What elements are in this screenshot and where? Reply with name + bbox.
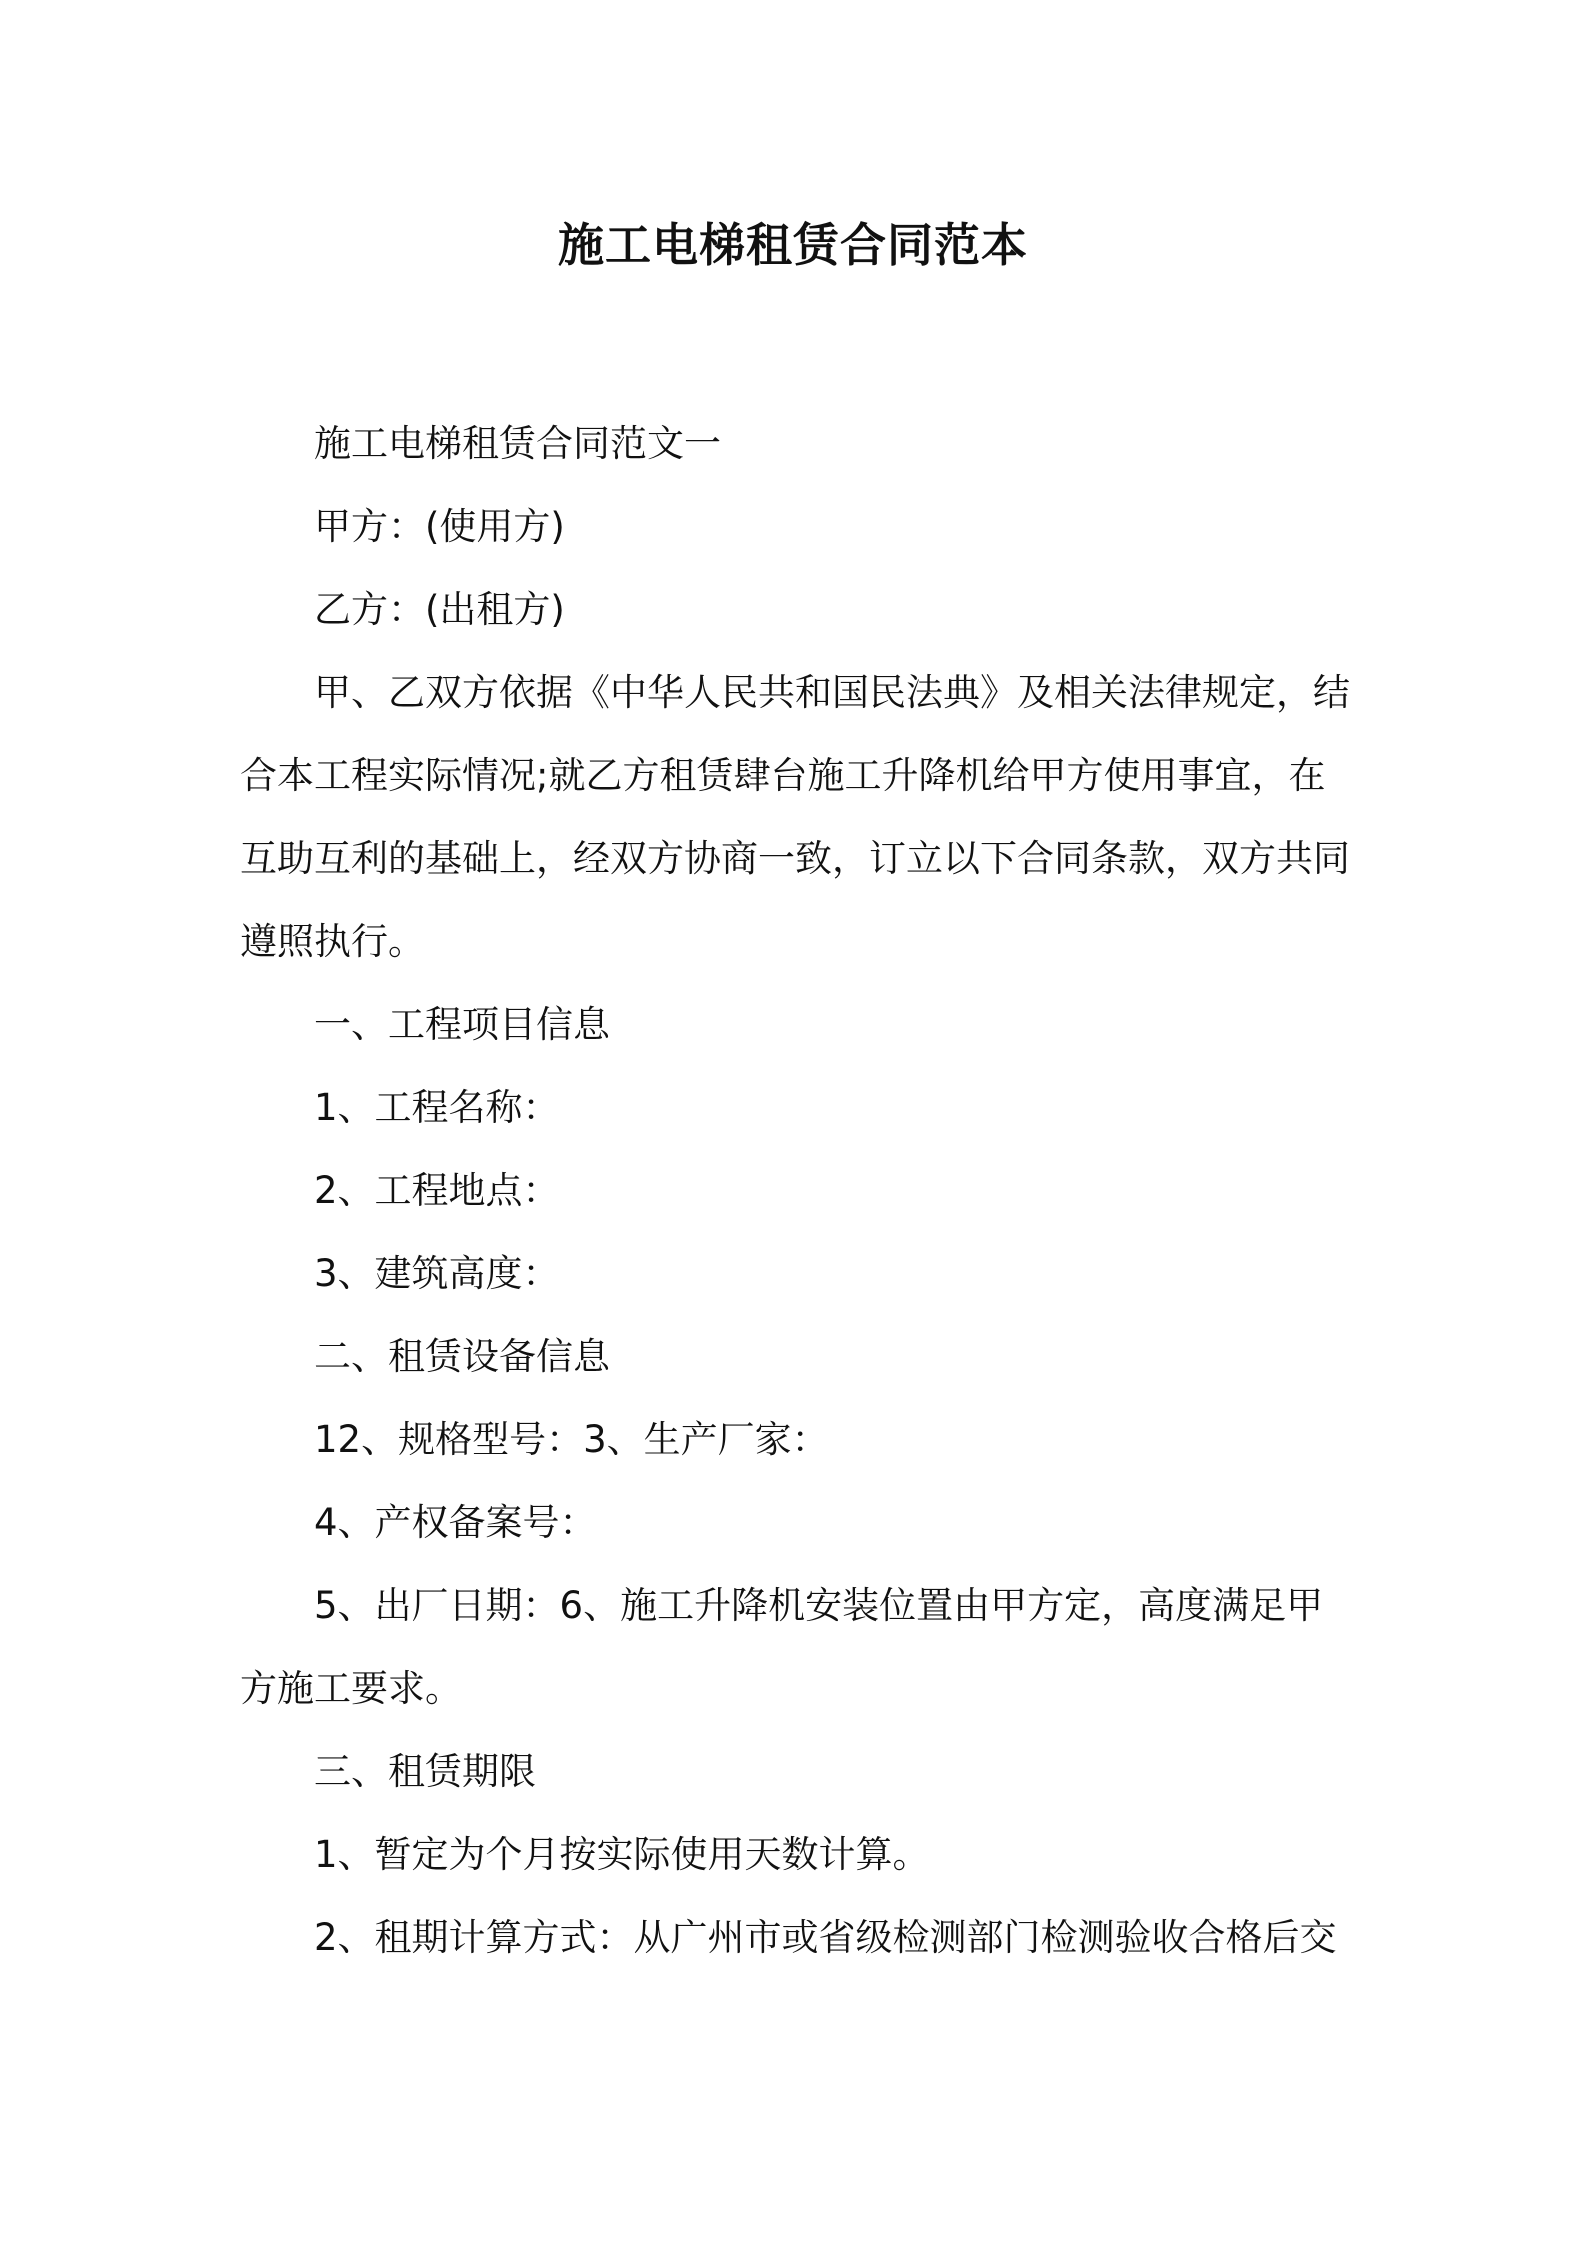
paragraph-project-location: 2、工程地点： <box>314 1169 560 1212</box>
document-body <box>240 402 1352 1979</box>
paragraph-building-height: 3、建筑高度： <box>314 1252 560 1295</box>
paragraph-party-b: 乙方：(出租方) <box>314 588 565 631</box>
document-title: 施工电梯租赁合同范本 <box>558 218 1028 272</box>
paragraph-project-name: 1、工程名称： <box>314 1086 560 1129</box>
paragraph-production-date: 5、出厂日期：6、施工升降机安装位置由甲方定，高度满足甲方施工要求。 <box>240 1584 1324 1710</box>
paragraph-model-manufacturer: 12、规格型号：3、生产厂家： <box>314 1418 829 1461</box>
section-heading-lease-term: 三、租赁期限 <box>314 1750 536 1793</box>
paragraph-preamble: 甲、乙双方依据《中华人民共和国民法典》及相关法律规定，结合本工程实际情况;就乙方租赁肆台施工升降机给甲方使用事宜，在互助互利的基础上，经双方协商一致，订立以下合同条款，双方共同遵照执行。 <box>240 671 1350 963</box>
paragraph-registration-number: 4、产权备案号： <box>314 1501 597 1544</box>
paragraph-lease-duration: 1、暂定为个月按实际使用天数计算。 <box>314 1833 930 1876</box>
paragraph-subtitle: 施工电梯租赁合同范文一 <box>314 422 721 465</box>
section-heading-equipment-info: 二、租赁设备信息 <box>314 1335 610 1378</box>
paragraph-party-a: 甲方：(使用方) <box>314 505 565 548</box>
paragraph-lease-calculation: 2、租期计算方式：从广州市或省级检测部门检测验收合格后交 <box>314 1916 1337 1959</box>
section-heading-project-info: 一、工程项目信息 <box>314 1003 610 1046</box>
